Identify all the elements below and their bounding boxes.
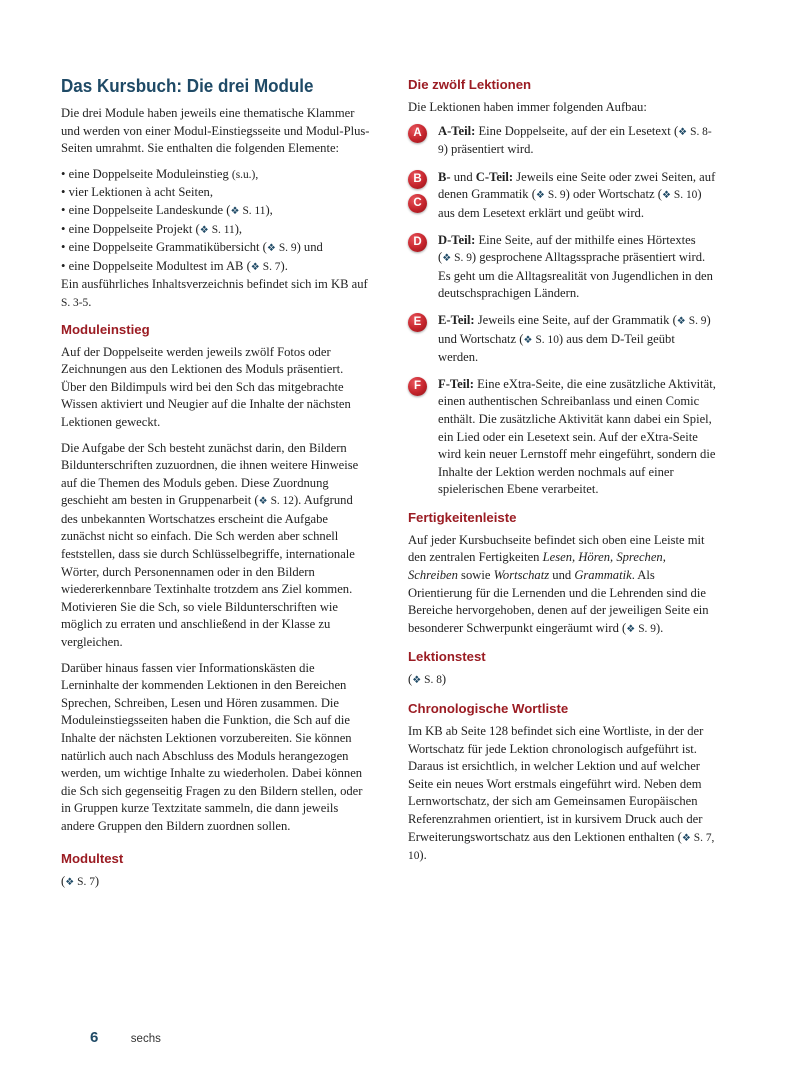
ref-icon: ❖ S. 8-9 [438, 126, 712, 157]
ref-icon: ❖ S. 7, 10 [408, 832, 714, 863]
lesson-part-e: E E-Teil: Jeweils eine Seite, auf der Grammatik (❖ S. 9) und Wortschatz (❖ S. 10) aus dem D-Teil geübt werden. [408, 312, 716, 367]
lektionen-intro: Die Lektionen haben immer folgenden Aufbau: [408, 100, 647, 114]
list-item: • eine Doppelseite Landeskunde (❖ S. 11), [61, 202, 371, 221]
ref-icon: ❖ S. 9 [677, 315, 707, 327]
ref-icon: ❖ S. 9 [442, 252, 472, 264]
badge-d-icon: D [408, 233, 427, 252]
intro-text: Die drei Module haben jeweils eine thematische Klammer und werden von einer Modul-Einstiegsseite und Modul-Plus-Seiten umrahmt. Sie enthalten die folgenden Elemente: [61, 106, 370, 156]
page-footer [90, 1029, 161, 1047]
ref-icon: ❖ S. 8 [412, 674, 442, 686]
page-title: Das Kursbuch: Die drei Module [61, 75, 314, 96]
ref-icon: ❖ S. 7 [65, 876, 95, 888]
ref-icon: ❖ S. 11 [200, 224, 235, 236]
ref-icon: ❖ S. 10 [524, 334, 559, 346]
left-column [61, 74, 371, 899]
moduleinstieg-p3: Darüber hinaus fassen vier Informationskästen die Lerninhalte der kommenden Lektionen in den Bereichen Sprechen, Schreiben, Lesen und Hören zusammen. Die Moduleinstiegsseiten haben die Funktion, die Sch auf die Inhalte der nächsten Lektionen vorzubereiten. Sie können natürlich auch nach Abschluss des Moduls herangezogen werden, um wichtige Inhalte zu wiederholen. Dabei können die Sch sich gegenseitig Fragen zu den Bildern stellen, oder in Gruppen kurze Textzitate sammeln, die dann jeweils andere Gruppen den Bildern zuordnen sollen. [61, 660, 363, 833]
moduleinstieg-p1: Auf der Doppelseite werden jeweils zwölf Fotos oder Zeichnungen aus den Lektionen des Moduls präsentiert. Über den Bildimpuls wird bei den Sch das mitgebrachte Wissen aktiviert und Neugier auf die Inhalte der nächsten Lektionen geweckt. [61, 344, 351, 429]
badge-a-icon: A [408, 124, 427, 143]
badge-b-icon: B [408, 170, 427, 189]
lektionstest-ref: (❖ S. 8) [408, 671, 716, 690]
wortliste-heading: Chronologische Wortliste [408, 701, 569, 717]
lesson-part-f: F F-Teil: Eine eXtra-Seite, die eine zusätzliche Aktivität, einen authentischen Schreibanlass und einen Comic enthält. Die zusätzliche Aktivität kann dabei ein Spiel, ein Lied oder ein Lesetext sein. Auf der eXtra-Seite wird kein neuer Lernstoff mehr eingeführt, sondern die Inhalte der Lektion werden nochmals auf einer spielerischen Ebene verarbeitet. [408, 376, 716, 499]
badge-e-icon: E [408, 313, 427, 332]
badge-c-icon: C [408, 194, 427, 213]
list-item: • vier Lektionen à acht Seiten, [61, 184, 371, 202]
moduleinstieg-p2: Die Aufgabe der Sch besteht zunächst darin, den Bildern Bildunterschriften zuzuordnen, die ihnen weitere Hinweise auf die Themen des Moduls geben. Diese Zuordnung geschieht am besten in Gruppenarbeit (❖ S. 12). Aufgrund des unbekannten Wortschatzes erscheint die Aufgabe zunächst nicht so einfach. Die Sch werden aber schnell feststellen, dass sie durch Schlüsselbegriffe, internationale Wörter, durch Personennamen oder in den Bildern wiedererkennbare Textinhalte trotzdem ans Ziel kommen. Motivieren Sie die Sch, so viele Bildunterschriften wie möglich zu erraten und anschließend in der Klasse zu vergleichen. [61, 440, 371, 652]
fertigkeiten-text: Auf jeder Kursbuchseite befindet sich oben eine Leiste mit den zentralen Fertigkeiten Lesen, Hören, Sprechen, Schreiben sowie Wortschatz und Grammatik. Als Orientierung für die Lernenden und die Lehrenden sind die Bereiche hervorgehoben, denen auf der jeweiligen Seite ein besonderer Schwerpunkt eingeräumt wird (❖ S. 9). [408, 532, 716, 639]
intro-paragraph [61, 105, 371, 158]
ref-icon: ❖ S. 9 [267, 242, 297, 254]
badge-f-icon: F [408, 377, 427, 396]
wortliste-text: Im KB ab Seite 128 befindet sich eine Wortliste, in der der Wortschatz für jede Lektion chronologisch aufgeführt ist. Daraus ist ersichtlich, in welcher Lektion und auf welcher Seite ein neues Wort erstmals eingeführt wird. Neben dem Lernwortschatz, der sich am Gemeinsamen Europäischen Referenzrahmen orientiert, ist in kursivem Druck auch der Erweiterungswortschatz aus den Lektionen enthalten (❖ S. 7, 10). [408, 723, 716, 866]
lesson-part-d: D D-Teil: Eine Seite, auf der mithilfe eines Hörtextes (❖ S. 9) gesprochene Alltagssprache präsentiert wird. Es geht um die Alltagsrealität von Jugendlichen in den deutschsprachigen Ländern. [408, 232, 716, 303]
ref-icon: ❖ S. 12 [259, 495, 294, 507]
ref-icon: ❖ S. 11 [230, 205, 265, 217]
right-column [408, 74, 716, 874]
list-item: • eine Doppelseite Moduleinstieg (s.u.), [61, 166, 371, 185]
lesson-part-a: A A-Teil: Eine Doppelseite, auf der ein Lesetext (❖ S. 8-9) präsentiert wird. [408, 123, 716, 160]
fertigkeiten-heading: Fertigkeitenleiste [408, 509, 517, 525]
list-item: • eine Doppelseite Grammatikübersicht (❖ S. 9) und [61, 239, 371, 258]
outro-text: Ein ausführliches Inhaltsverzeichnis befindet sich im KB auf S. 3-5. [61, 277, 368, 309]
modultest-heading: Modultest [61, 850, 124, 866]
list-item: • eine Doppelseite Projekt (❖ S. 11), [61, 221, 371, 240]
page-number: 6 [90, 1029, 99, 1046]
ref-icon: ❖ S. 9 [536, 189, 566, 201]
moduleinstieg-heading: Moduleinstieg [61, 321, 150, 337]
page-number-word: sechs [130, 1033, 161, 1045]
ref-icon: ❖ S. 9 [626, 623, 656, 635]
lesson-part-bc: B C B- und C-Teil: Jeweils eine Seite oder zwei Seiten, auf denen Grammatik (❖ S. 9) oder Wortschatz (❖ S. 10) aus dem Lesetext erklärt und geübt wird. [408, 169, 716, 223]
ref-icon: ❖ S. 10 [662, 189, 697, 201]
element-list [61, 166, 371, 277]
ref-icon: ❖ S. 7 [251, 261, 281, 273]
modultest-ref: (❖ S. 7) [61, 873, 371, 892]
list-item: • eine Doppelseite Modultest im AB (❖ S. 7). [61, 258, 371, 277]
lektionen-heading: Die zwölf Lektionen [408, 77, 532, 92]
lektionstest-heading: Lektionstest [408, 649, 486, 665]
